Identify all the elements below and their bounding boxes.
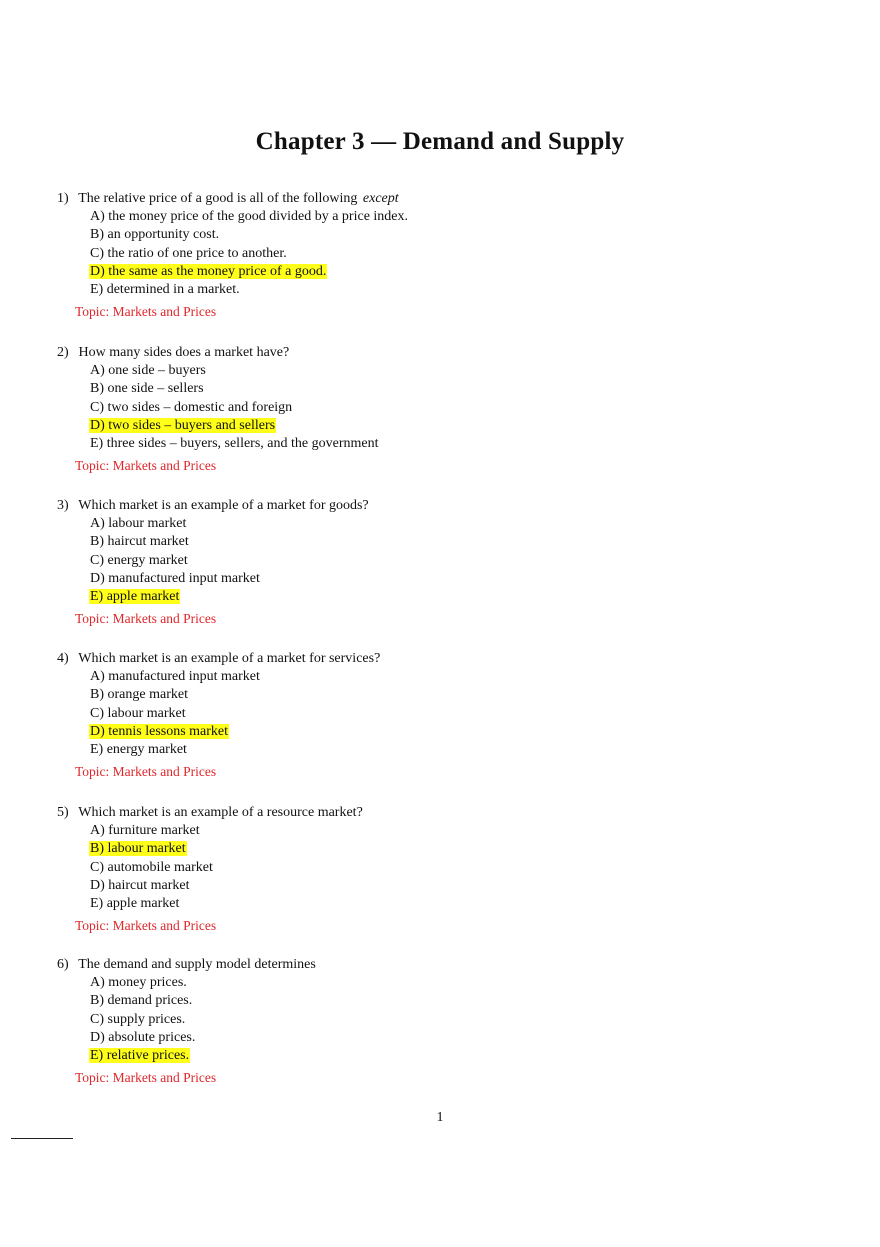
question-text: Which market is an example of a market for services? xyxy=(78,651,381,666)
question-stem xyxy=(57,804,837,822)
question-number: 1) xyxy=(57,191,69,206)
question-number: 4) xyxy=(57,651,69,666)
question-text: The relative price of a good is all of the following xyxy=(78,191,358,206)
question-1 xyxy=(57,190,837,321)
option-a[interactable]: A) labour market xyxy=(90,516,187,531)
option-e[interactable]: E) determined in a market. xyxy=(90,282,240,298)
question-stem xyxy=(57,650,837,668)
question-stem xyxy=(57,190,837,208)
option-e-correct[interactable]: E) apple market xyxy=(90,589,180,605)
option-b[interactable]: B) haircut market xyxy=(90,534,189,550)
question-stem xyxy=(57,497,837,515)
option-b[interactable]: B) demand prices. xyxy=(90,993,193,1009)
option-a[interactable]: A) one side – buyers xyxy=(90,363,206,378)
option-d-correct[interactable]: D) two sides – buyers and sellers xyxy=(90,417,276,433)
question-text: Which market is an example of a resource market? xyxy=(78,805,363,820)
option-d-correct[interactable]: D) the same as the money price of a good. xyxy=(90,263,327,279)
question-5 xyxy=(57,804,837,935)
option-a[interactable]: A) the money price of the good divided by a price index. xyxy=(90,209,409,224)
question-number: 3) xyxy=(57,498,69,513)
option-d[interactable]: D) manufactured input market xyxy=(90,570,260,586)
option-e-correct[interactable]: E) relative prices. xyxy=(90,1048,190,1064)
topic-label: Topic: Markets and Prices xyxy=(75,918,217,934)
option-c[interactable]: C) energy market xyxy=(90,552,188,568)
question-number: 5) xyxy=(57,805,69,820)
option-c[interactable]: C) two sides – domestic and foreign xyxy=(90,399,293,415)
question-number: 2) xyxy=(57,345,69,360)
option-d[interactable]: D) haircut market xyxy=(90,877,190,893)
option-b[interactable]: B) one side – sellers xyxy=(90,381,204,397)
option-list xyxy=(89,822,837,913)
option-d-correct[interactable]: D) tennis lessons market xyxy=(90,723,229,739)
question-stem xyxy=(57,956,837,974)
option-c[interactable]: C) labour market xyxy=(90,705,186,721)
option-c[interactable]: C) supply prices. xyxy=(90,1011,186,1027)
option-list xyxy=(89,208,837,299)
option-c[interactable]: C) the ratio of one price to another. xyxy=(90,245,287,261)
question-4 xyxy=(57,650,837,781)
option-list xyxy=(89,668,837,759)
topic-label: Topic: Markets and Prices xyxy=(75,304,217,320)
option-e[interactable]: E) apple market xyxy=(90,896,180,912)
option-e[interactable]: E) three sides – buyers, sellers, and the government xyxy=(90,436,379,452)
option-list xyxy=(89,362,837,453)
topic-label: Topic: Markets and Prices xyxy=(75,458,217,474)
question-3 xyxy=(57,497,837,628)
option-c[interactable]: C) automobile market xyxy=(90,859,213,875)
footnote-rule xyxy=(11,1138,73,1139)
option-a[interactable]: A) furniture market xyxy=(90,823,200,838)
page-title: Chapter 3 — Demand and Supply xyxy=(255,128,625,155)
question-emphasis: except xyxy=(362,191,399,206)
question-text: How many sides does a market have? xyxy=(78,345,290,360)
topic-label: Topic: Markets and Prices xyxy=(75,611,217,627)
option-list xyxy=(89,974,837,1065)
option-a[interactable]: A) manufactured input market xyxy=(90,669,260,684)
question-text: Which market is an example of a market for goods? xyxy=(78,498,369,513)
question-2 xyxy=(57,344,837,475)
option-b-correct[interactable]: B) labour market xyxy=(90,841,186,857)
option-e[interactable]: E) energy market xyxy=(90,742,187,758)
option-b[interactable]: B) orange market xyxy=(90,687,188,703)
topic-label: Topic: Markets and Prices xyxy=(75,764,217,780)
topic-label: Topic: Markets and Prices xyxy=(75,1070,217,1086)
question-text: The demand and supply model determines xyxy=(78,957,316,972)
option-list xyxy=(89,515,837,606)
question-number: 6) xyxy=(57,957,69,972)
question-stem xyxy=(57,344,837,362)
option-d[interactable]: D) absolute prices. xyxy=(90,1029,196,1045)
option-b[interactable]: B) an opportunity cost. xyxy=(90,227,220,243)
page-number: 1 xyxy=(436,1110,444,1125)
option-a[interactable]: A) money prices. xyxy=(90,975,187,990)
question-6 xyxy=(57,956,837,1087)
